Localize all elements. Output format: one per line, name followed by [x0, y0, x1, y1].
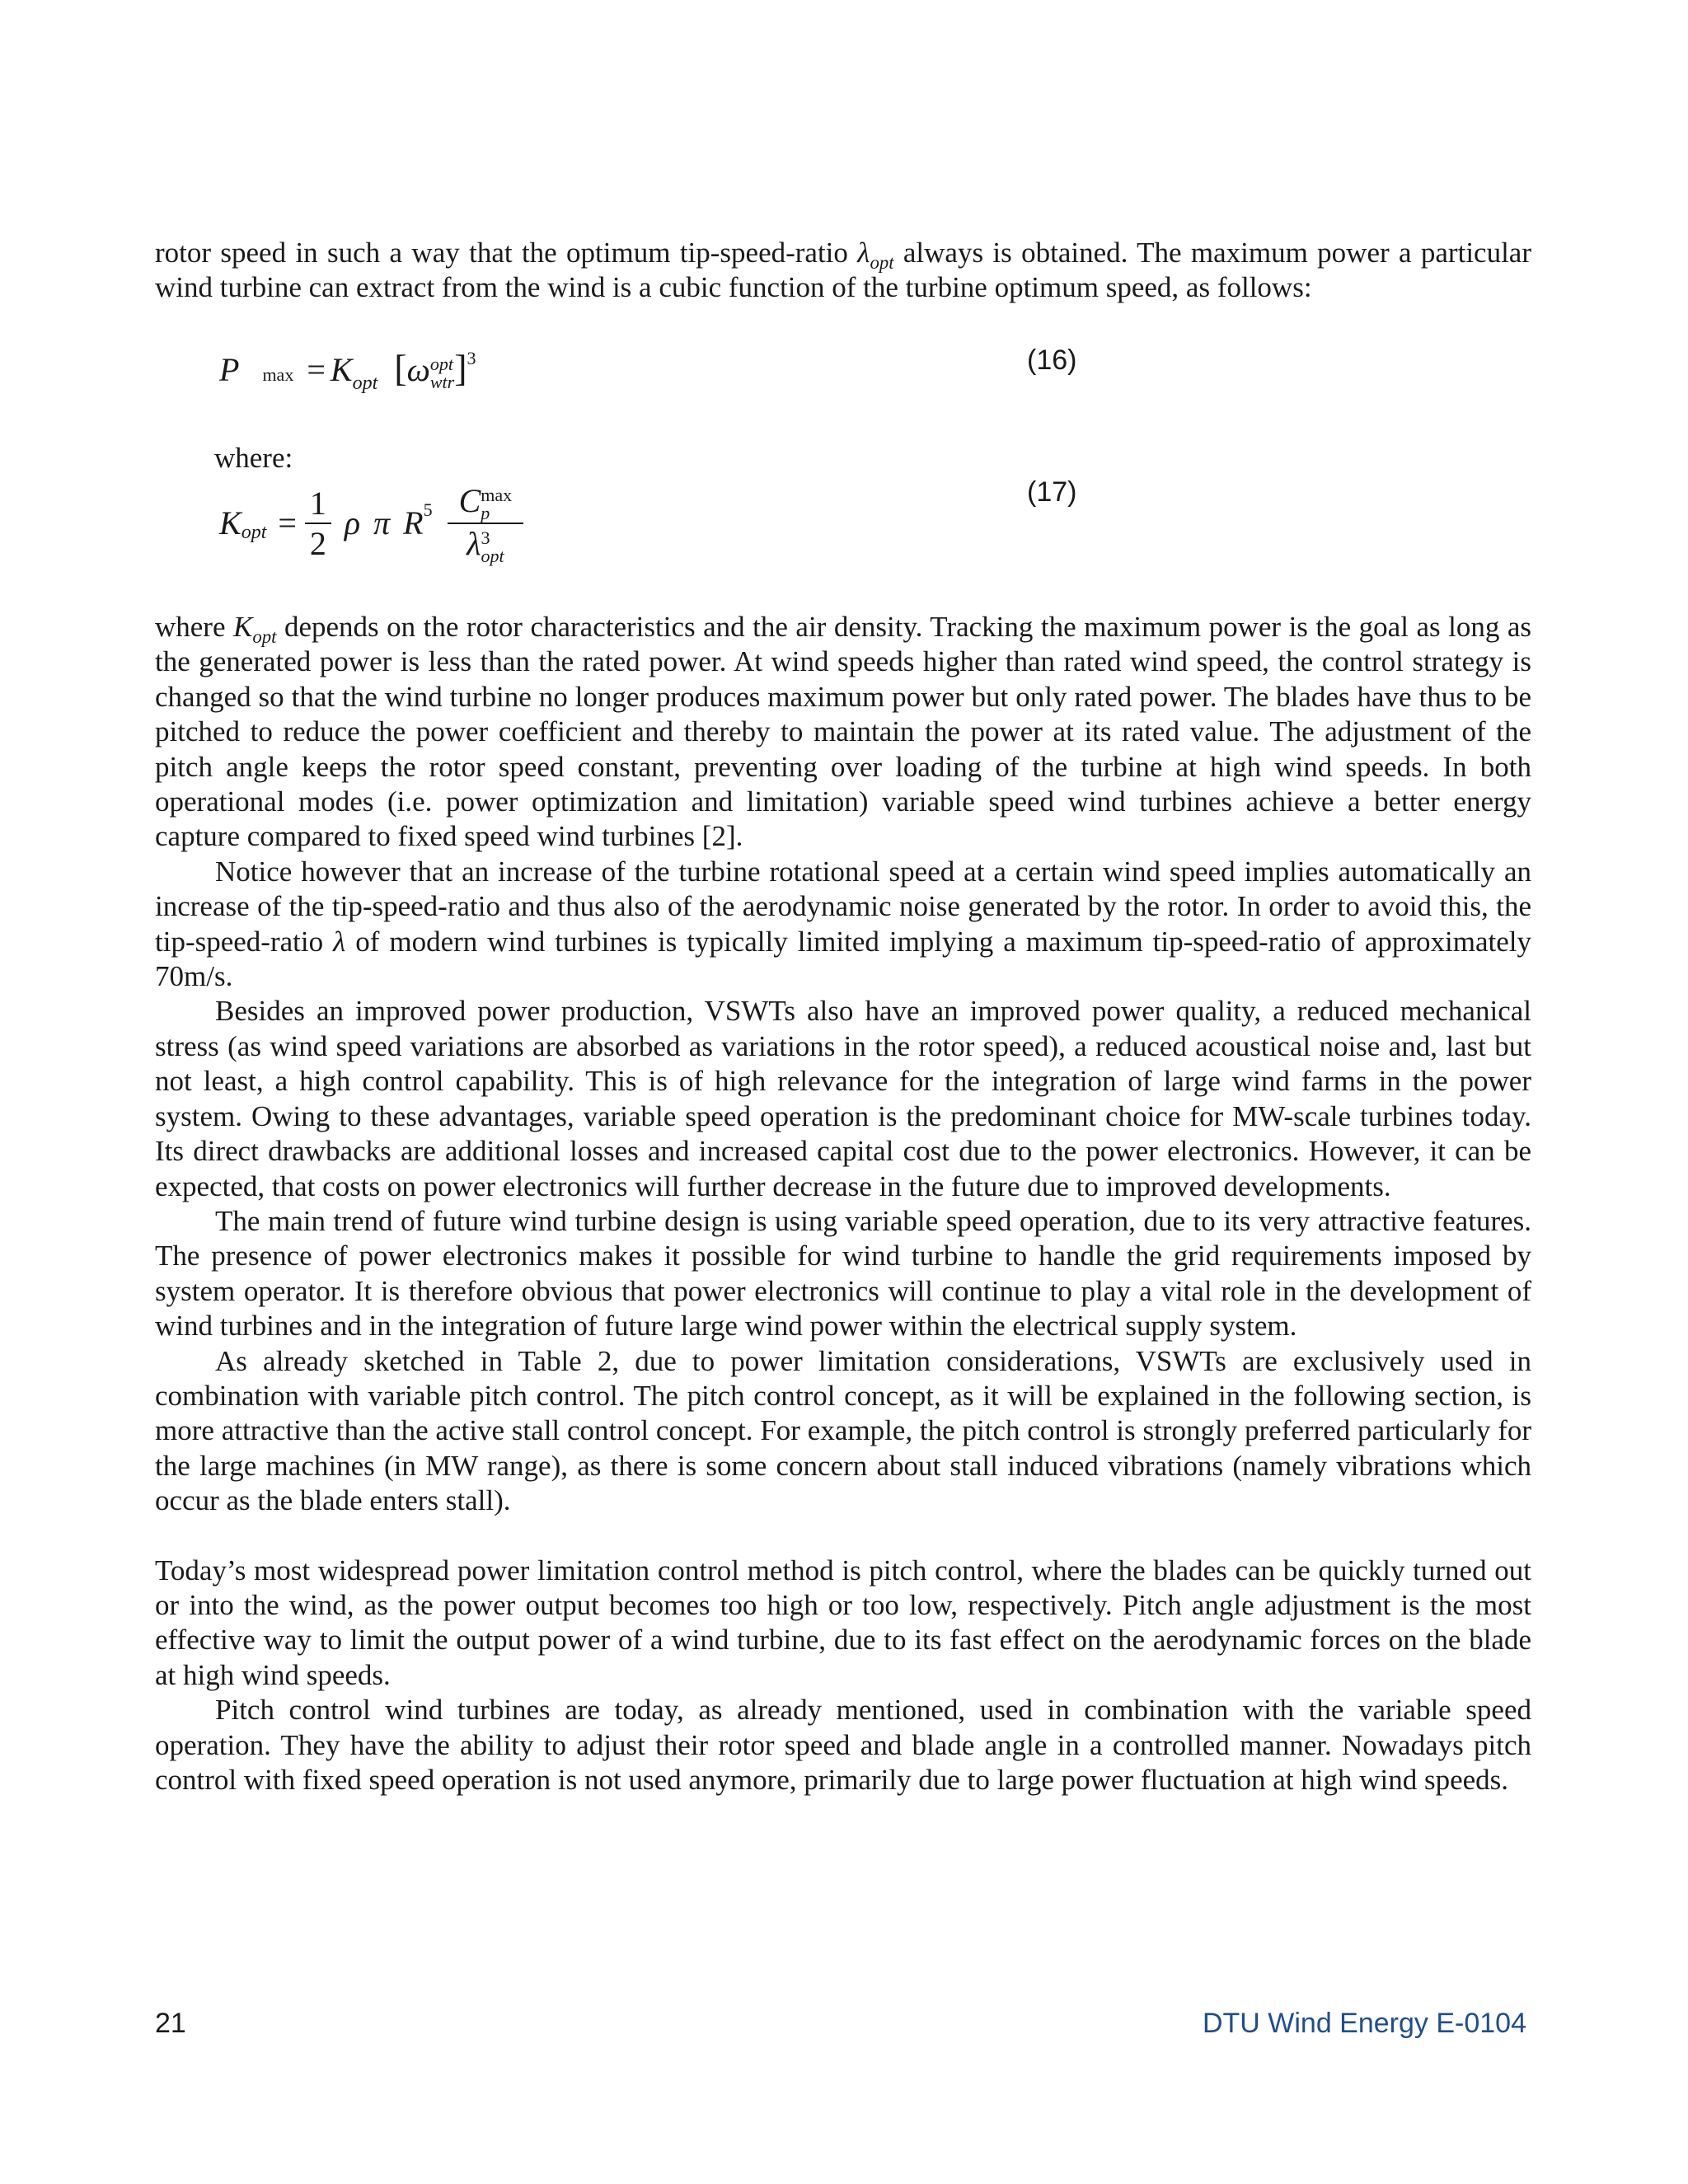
lambda-subscript: opt	[870, 252, 894, 273]
para-notice-1: Notice however that an increase of the turbine rotational speed at a certain wind speed implies automatically an increase of the tip-speed-ratio and thus also of the aerodynamic noise generated by the rotor. In order to avoid this, the tip-speed-ratio	[155, 855, 1531, 958]
paragraph-notice	[155, 855, 1531, 995]
where-label: where:	[214, 442, 293, 474]
para-kopt-rest: depends on the rotor characteristics and the air density. Tracking the maximum power is the goal as long as the generated power is less than the rated power. At wind speeds higher than rated wind speed, the control strategy is changed so that the wind turbine no longer produces maximum power but only rated power. The blades have thus to be pitched to reduce the power coefficient and thereby to maintain the power at its rated value. The adjustment of the pitch angle keeps the rotor speed constant, preventing over loading of the turbine at high wind speeds. In both operational modes (i.e. power optimization and limitation) variable speed wind turbines achieve a better energy capture compared to fixed speed wind turbines [2].	[155, 611, 1531, 853]
intro-text-1: rotor speed in such a way that the optimum tip-speed-ratio	[155, 237, 858, 269]
eq17-cp-fraction	[448, 481, 524, 565]
page-number: 21	[155, 2008, 186, 2039]
eq16-K-sub: opt	[352, 373, 378, 394]
paragraph-besides: Besides an improved power production, VSWTs also have an improved power quality, a reduced mechanical stress (as wind speed variations are absorbed as variations in the rotor speed), a reduced acoustical noise and, last but not least, a high control capability. This is of high relevance for the integration of large wind farms in the power system. Owing to these advantages, variable speed operation is the predominant choice for MW-scale turbines today. Its direct drawbacks are additional losses and increased capital cost due to the power electronics. However, it can be expected, that costs on power electronics will further decrease in the future due to improved developments.	[155, 995, 1531, 1202]
eq17-rho: ρ	[344, 504, 361, 542]
eq17-K-sub: opt	[241, 522, 267, 544]
eq17-equals: =	[278, 504, 297, 542]
body-text	[155, 610, 1531, 1797]
equation-17-number: (17)	[1027, 476, 1077, 508]
eq16-omega-sup: opt	[429, 353, 453, 374]
eq17-lambda-sub: opt	[481, 545, 504, 566]
paragraph-pitch: Pitch control wind turbines are today, as already mentioned, used in combination with the variable speed operation. They have the ability to adjust their rotor speed and blade angle in a controlled manner. Nowadays pitch control with fixed speed operation is not used anymore, primarily due to large power fluctuation at high wind speeds.	[155, 1694, 1531, 1796]
eq17-C-sup: max	[481, 484, 513, 505]
paragraph-today: Today’s most widespread power limitation control method is pitch control, where the blades can be quickly turned out or into the wind, as the power output becomes too high or too low, respectively. Pitch angle adjustment is the most effective way to limit the output power of a wind turbine, due to its fast effect on the aerodynamic forces on the blade at high wind speeds.	[155, 1554, 1531, 1691]
intro-paragraph	[155, 236, 1531, 306]
eq17-cp-num	[448, 481, 524, 524]
eq16-power: 3	[467, 348, 476, 368]
eq17-C-sub: p	[481, 502, 490, 523]
eq16-omega: ω	[406, 351, 430, 388]
equation-16	[219, 346, 476, 394]
para-notice-2: of modern wind turbines is typically limited implying a maximum tip-speed-ratio of approximately 70m/s.	[155, 925, 1531, 993]
eq17-R-sup: 5	[423, 499, 433, 520]
paragraph-sketched: As already sketched in Table 2, due to power limitation considerations, VSWTs are exclusively used in combination with variable pitch control. The pitch control concept, as it will be explained in the following section, is more attractive than the active stall control concept. For example, the pitch control is strongly preferred particularly for the large machines (in MW range), as there is some concern about stall induced vibrations (namely vibrations which occur as the blade enters stall).	[155, 1344, 1531, 1517]
eq16-lbracket: [	[394, 347, 407, 389]
paragraph-trend: The main trend of future wind turbine design is using variable speed operation, due to its very attractive features. The presence of power electronics makes it possible for wind turbine to handle the grid requirements imposed by system operator. It is therefore obvious that power electronics will continue to play a vital role in the development of wind turbines and in the integration of future large wind power within the electrical supply system.	[155, 1204, 1531, 1343]
eq17-R: R	[403, 504, 424, 542]
eq16-equals: =	[307, 351, 326, 388]
para-kopt-lead: where	[155, 611, 234, 643]
eq17-lambda: λ	[467, 524, 481, 562]
eq17-pi: π	[373, 504, 391, 542]
eq16-P-sub: max	[262, 364, 294, 385]
eq17-half-num: 1	[305, 484, 331, 524]
kopt-symbol: K	[233, 611, 253, 643]
lambda-inline: λ	[333, 925, 346, 958]
eq17-half-den: 2	[309, 524, 326, 562]
eq17-lambda-sup: 3	[481, 527, 490, 548]
lambda-symbol: λ	[857, 237, 870, 269]
eq17-K: K	[219, 504, 241, 542]
eq17-half-fraction	[305, 484, 331, 563]
document-id: DTU Wind Energy E-0104	[1202, 2008, 1526, 2039]
equation-16-number: (16)	[1027, 344, 1077, 376]
intro-text-2: always is obtained. The maximum power a particular wind turbine can extract from the wind is a cubic function of the turbine optimum speed, as follows:	[155, 237, 1531, 304]
eq16-rbracket: ]	[454, 347, 467, 389]
eq16-omega-sub: wtr	[429, 371, 455, 392]
eq17-C: C	[458, 482, 481, 519]
paragraph-kopt	[155, 610, 1531, 855]
eq16-K: K	[330, 351, 353, 388]
eq16-P: P	[219, 351, 240, 388]
eq17-cp-den	[467, 524, 504, 565]
kopt-subscript: opt	[252, 626, 277, 647]
equation-17	[219, 481, 523, 565]
